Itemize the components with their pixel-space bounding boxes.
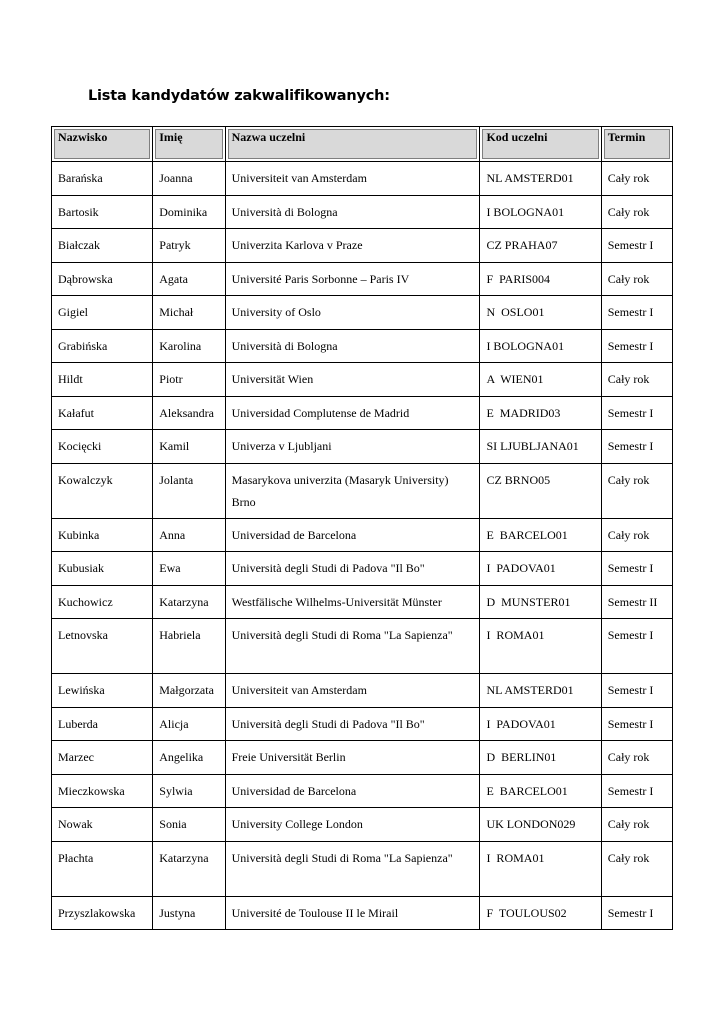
cell-nazwisko: Nowak: [52, 808, 153, 842]
cell-termin: Cały rok: [601, 162, 672, 196]
cell-nazwa-uczelni: Université de Toulouse II le Mirail: [225, 896, 480, 930]
header-kod-uczelni: Kod uczelni: [480, 127, 601, 162]
cell-imie: Habriela: [153, 619, 225, 674]
cell-imie: Aleksandra: [153, 396, 225, 430]
cell-nazwa-uczelni: Universidad Complutense de Madrid: [225, 396, 480, 430]
cell-nazwisko: Kuchowicz: [52, 585, 153, 619]
cell-nazwisko: Kałafut: [52, 396, 153, 430]
cell-nazwa-uczelni: Universiteit van Amsterdam: [225, 674, 480, 708]
table-row: [52, 396, 673, 430]
cell-imie: Angelika: [153, 741, 225, 775]
header-nazwisko: Nazwisko: [52, 127, 153, 162]
cell-termin: Cały rok: [601, 463, 672, 518]
table-row: [52, 518, 673, 552]
cell-termin: Cały rok: [601, 518, 672, 552]
table-row: [52, 296, 673, 330]
cell-nazwisko: Mieczkowska: [52, 774, 153, 808]
cell-kod-uczelni: N OSLO01: [480, 296, 601, 330]
table-row: [52, 896, 673, 930]
cell-imie: Ewa: [153, 552, 225, 586]
cell-nazwa-uczelni: Università di Bologna: [225, 329, 480, 363]
cell-imie: Justyna: [153, 896, 225, 930]
cell-nazwisko: Kubinka: [52, 518, 153, 552]
table-row: [52, 774, 673, 808]
cell-termin: Semestr I: [601, 396, 672, 430]
cell-nazwisko: Luberda: [52, 707, 153, 741]
cell-kod-uczelni: NL AMSTERD01: [480, 162, 601, 196]
cell-nazwa-uczelni: Universidad de Barcelona: [225, 518, 480, 552]
cell-nazwisko: Kowalczyk: [52, 463, 153, 518]
header-termin: Termin: [601, 127, 672, 162]
candidates-table: [51, 126, 673, 930]
cell-termin: Semestr I: [601, 430, 672, 464]
table-header-row: [52, 127, 673, 162]
cell-nazwa-uczelni: Università degli Studi di Roma "La Sapienza": [225, 841, 480, 896]
cell-termin: Cały rok: [601, 808, 672, 842]
cell-imie: Alicja: [153, 707, 225, 741]
table-row: [52, 162, 673, 196]
cell-nazwisko: Kubusiak: [52, 552, 153, 586]
cell-kod-uczelni: I ROMA01: [480, 841, 601, 896]
cell-nazwisko: Hildt: [52, 363, 153, 397]
cell-kod-uczelni: E BARCELO01: [480, 774, 601, 808]
page-title: Lista kandydatów zakwalifikowanych:: [88, 88, 390, 104]
cell-termin: Semestr I: [601, 229, 672, 263]
table-row: [52, 552, 673, 586]
table-body: [52, 162, 673, 930]
cell-imie: Dominika: [153, 195, 225, 229]
cell-imie: Sylwia: [153, 774, 225, 808]
cell-kod-uczelni: I BOLOGNA01: [480, 329, 601, 363]
table-row: [52, 463, 673, 518]
table-row: [52, 841, 673, 896]
cell-kod-uczelni: D MUNSTER01: [480, 585, 601, 619]
cell-nazwa-uczelni: Univerzita Karlova v Praze: [225, 229, 480, 263]
table-row: [52, 195, 673, 229]
header-nazwa-uczelni: Nazwa uczelni: [225, 127, 480, 162]
cell-nazwisko: Lewińska: [52, 674, 153, 708]
cell-nazwisko: Białczak: [52, 229, 153, 263]
cell-nazwa-uczelni: Freie Universität Berlin: [225, 741, 480, 775]
cell-nazwa-uczelni: Westfälische Wilhelms-Universität Münster: [225, 585, 480, 619]
table-row: [52, 430, 673, 464]
cell-nazwa-uczelni: University College London: [225, 808, 480, 842]
cell-termin: Cały rok: [601, 741, 672, 775]
table-row: [52, 229, 673, 263]
cell-termin: Semestr I: [601, 329, 672, 363]
cell-nazwa-uczelni: Univerza v Ljubljani: [225, 430, 480, 464]
cell-nazwa-uczelni: Università degli Studi di Padova "Il Bo": [225, 707, 480, 741]
cell-termin: Cały rok: [601, 262, 672, 296]
cell-kod-uczelni: E MADRID03: [480, 396, 601, 430]
cell-termin: Cały rok: [601, 195, 672, 229]
cell-termin: Semestr I: [601, 896, 672, 930]
cell-nazwa-uczelni: Università degli Studi di Roma "La Sapienza": [225, 619, 480, 674]
cell-kod-uczelni: D BERLIN01: [480, 741, 601, 775]
cell-termin: Semestr I: [601, 296, 672, 330]
cell-kod-uczelni: I PADOVA01: [480, 552, 601, 586]
cell-termin: Semestr I: [601, 674, 672, 708]
cell-termin: Semestr II: [601, 585, 672, 619]
cell-imie: Jolanta: [153, 463, 225, 518]
cell-imie: Sonia: [153, 808, 225, 842]
cell-imie: Agata: [153, 262, 225, 296]
cell-nazwa-uczelni: Universität Wien: [225, 363, 480, 397]
table-row: [52, 329, 673, 363]
cell-nazwisko: Grabińska: [52, 329, 153, 363]
cell-nazwisko: Gigiel: [52, 296, 153, 330]
cell-nazwisko: Barańska: [52, 162, 153, 196]
cell-kod-uczelni: CZ PRAHA07: [480, 229, 601, 263]
cell-imie: Joanna: [153, 162, 225, 196]
cell-nazwisko: Marzec: [52, 741, 153, 775]
cell-kod-uczelni: I PADOVA01: [480, 707, 601, 741]
cell-kod-uczelni: CZ BRNO05: [480, 463, 601, 518]
cell-termin: Semestr I: [601, 707, 672, 741]
cell-imie: Katarzyna: [153, 585, 225, 619]
cell-nazwisko: Letnovska: [52, 619, 153, 674]
cell-nazwisko: Płachta: [52, 841, 153, 896]
cell-kod-uczelni: I ROMA01: [480, 619, 601, 674]
cell-kod-uczelni: A WIEN01: [480, 363, 601, 397]
cell-imie: Katarzyna: [153, 841, 225, 896]
cell-nazwisko: Kocięcki: [52, 430, 153, 464]
cell-kod-uczelni: UK LONDON029: [480, 808, 601, 842]
cell-nazwa-uczelni: Universiteit van Amsterdam: [225, 162, 480, 196]
cell-kod-uczelni: I BOLOGNA01: [480, 195, 601, 229]
table-row: [52, 707, 673, 741]
cell-imie: Anna: [153, 518, 225, 552]
cell-imie: Piotr: [153, 363, 225, 397]
cell-nazwisko: Przyszlakowska: [52, 896, 153, 930]
cell-kod-uczelni: F PARIS004: [480, 262, 601, 296]
header-imie: Imię: [153, 127, 225, 162]
cell-nazwa-uczelni: Università di Bologna: [225, 195, 480, 229]
cell-imie: Karolina: [153, 329, 225, 363]
table-row: [52, 363, 673, 397]
cell-kod-uczelni: F TOULOUS02: [480, 896, 601, 930]
cell-nazwa-uczelni: Università degli Studi di Padova "Il Bo": [225, 552, 480, 586]
cell-nazwisko: Bartosik: [52, 195, 153, 229]
cell-nazwa-uczelni: Université Paris Sorbonne – Paris IV: [225, 262, 480, 296]
cell-imie: Michał: [153, 296, 225, 330]
cell-kod-uczelni: SI LJUBLJANA01: [480, 430, 601, 464]
cell-imie: Patryk: [153, 229, 225, 263]
cell-termin: Cały rok: [601, 841, 672, 896]
table-row: [52, 585, 673, 619]
table-row: [52, 674, 673, 708]
cell-termin: Semestr I: [601, 774, 672, 808]
cell-imie: Kamil: [153, 430, 225, 464]
cell-nazwa-uczelni: Masarykova univerzita (Masaryk University) Brno: [225, 463, 480, 518]
cell-nazwa-uczelni: Universidad de Barcelona: [225, 774, 480, 808]
cell-nazwisko: Dąbrowska: [52, 262, 153, 296]
cell-termin: Semestr I: [601, 552, 672, 586]
cell-termin: Cały rok: [601, 363, 672, 397]
cell-termin: Semestr I: [601, 619, 672, 674]
table-row: [52, 808, 673, 842]
cell-nazwa-uczelni: University of Oslo: [225, 296, 480, 330]
table-row: [52, 619, 673, 674]
table-row: [52, 262, 673, 296]
cell-imie: Małgorzata: [153, 674, 225, 708]
cell-kod-uczelni: NL AMSTERD01: [480, 674, 601, 708]
cell-kod-uczelni: E BARCELO01: [480, 518, 601, 552]
table-row: [52, 741, 673, 775]
